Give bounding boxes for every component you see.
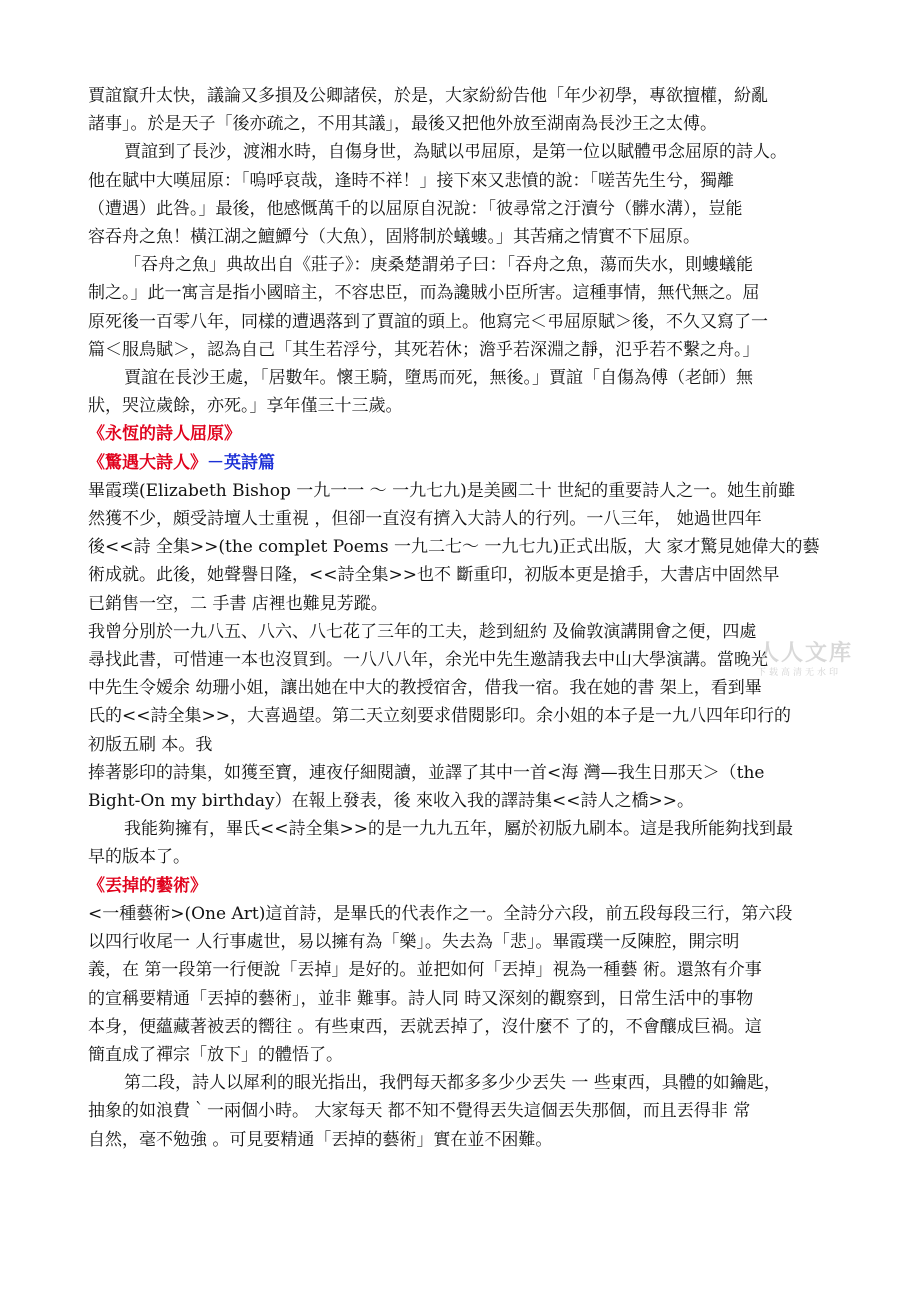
paragraph-line: 我能夠擁有，畢氏<<詩全集>>的是一九九五年，屬於初版九刷本。這是我所能夠找到最 xyxy=(124,819,793,840)
paragraph-line: 賈誼到了長沙，渡湘水時，自傷身世，為賦以弔屈原，是第一位以賦體弔念屈原的詩人。 xyxy=(124,142,787,163)
paragraph-line: 簡直成了禪宗「放下」的體悟了。 xyxy=(88,1044,343,1065)
paragraph-line: 中先生令嫒余 幼珊小姐，讓出她在中大的教授宿舍，借我一宿。我在她的書 架上，看到畢 xyxy=(88,678,762,699)
paragraph-line: 抽象的如浪費｀一兩個小時。 大家每天 都不知不覺得丟失這個丟失那個，而且丟得非 常 xyxy=(88,1101,751,1122)
paragraph-line: 氏的<<詩全集>>，大喜過望。第二天立刻要求借閱影印。余小姐的本子是一九八四年印行的 xyxy=(88,706,791,727)
paragraph-line: 然獲不少，頗受詩壇人士重視 ，但卻一直沒有擠入大詩人的行列。一八三年， 她過世四年 xyxy=(88,509,762,530)
paragraph-line: 的宣稱要精通「丟掉的藝術」，並非 難事。詩人同 時又深刻的觀察到，日常生活中的事物 xyxy=(88,988,754,1009)
paragraph-line: Bight-On my birthday）在報上發表，後 來收入我的譯詩集<<詩人之橋>>。 xyxy=(88,791,694,812)
section-heading-encounter-title: 《驚遇大詩人》 xyxy=(88,452,207,473)
watermark-main-text: 人人文库 xyxy=(757,641,854,666)
paragraph-line: 賈誼竄升太快，議論又多損及公卿諸侯，於是，大家紛紛告他「年少初學，專欲擅權，紛亂 xyxy=(88,86,768,106)
paragraph-line: 篇＜服鳥賦＞，認為自己「其生若浮兮，其死若休；澹乎若深淵之靜，氾乎若不繫之舟。」 xyxy=(88,339,760,360)
paragraph-line: 以四行收尾一 人行事處世，易以擁有為「樂」。失去為「悲」。畢霞璞一反陳腔，開宗明 xyxy=(88,932,740,953)
paragraph-line: 後<<詩 全集>>(the complet Poems 一九二七～ 一九七九)正式出版，大 家才驚見她偉大的藝 xyxy=(88,537,820,558)
paragraph-line: 第二段，詩人以犀利的眼光指出，我們每天都多多少少丟失 一 些東西，具體的如鑰匙， xyxy=(124,1073,781,1094)
watermark-sub-text: 下载高清无水印 xyxy=(757,668,842,678)
section-heading-encounter xyxy=(88,449,848,477)
paragraph-line: 捧著影印的詩集，如獲至寶，連夜仔細閱讀，並譯了其中一首<海 灣—我生日那天＞（the xyxy=(88,762,765,783)
paragraph-line: 原死後一百零八年，同樣的遭遇落到了賈誼的頭上。他寫完＜弔屈原賦＞後，不久又寫了一 xyxy=(88,311,768,332)
document-body xyxy=(88,82,848,1154)
paragraph-line: 「吞舟之魚」典故出自《莊子》：庚桑楚謂弟子曰：「吞舟之魚，蕩而失水，則螻蟻能 xyxy=(124,255,753,276)
paragraph-line: 制之。」此一寓言是指小國暗主，不容忠臣，而為讒賊小臣所害。這種事情，無代無之。屈 xyxy=(88,283,760,304)
paragraph-line: 狀，哭泣歲餘，亦死。」享年僅三十三歲。 xyxy=(88,396,403,417)
paragraph-line: 諸事」。於是天子「後亦疏之，不用其議」，最後又把他外放至湖南為長沙王之太傅。 xyxy=(88,114,717,135)
section-heading-art-of-losing: 《丟掉的藝術》 xyxy=(88,875,207,896)
paragraph-line: 已銷售一空，二 手書 店裡也難見芳蹤。 xyxy=(88,593,388,614)
paragraph-line: 本身，便蘊藏著被丟的嚮往 。有些東西，丟就丟掉了，沒什麼不 了的，不會釀成巨禍。這 xyxy=(88,1016,762,1037)
paragraph-line: （遭遇）此咎。」最後，他感慨萬千的以屈原自況說：「彼尋常之汙瀆兮（髒水溝），豈能 xyxy=(88,198,743,219)
paragraph-line: 初版五刷 本。我 xyxy=(88,734,213,755)
paragraph-line: 自然，毫不勉強 。可見要精通「丟掉的藝術」實在並不困難。 xyxy=(88,1129,553,1150)
paragraph-line: 早的版本了。 xyxy=(88,847,190,868)
section-heading-eternal-poet: 《永恆的詩人屈原》 xyxy=(88,424,241,445)
paragraph-line: 他在賦中大嘆屈原：「嗚呼哀哉，逢時不祥！」接下來又悲憤的說：「嗟苦先生兮，獨離 xyxy=(88,170,734,191)
paragraph-line: 容吞舟之魚！橫江湖之鱣鱏兮（大魚），固將制於蟻螻。」其苦痛之情實不下屈原。 xyxy=(88,227,700,248)
section-heading-english-poems: －英詩篇 xyxy=(207,452,275,473)
paragraph-line: 畢霞璞(Elizabeth Bishop 一九一一 ～ 一九七九)是美國二十 世紀的重要詩人之一。她生前雖 xyxy=(88,480,796,501)
paragraph-line: 我曾分別於一九八五、八六、八七花了三年的工夫，趁到紐約 及倫敦演講開會之便，四處 xyxy=(88,621,757,642)
paragraph-line: <一種藝術>(One Art)這首詩，是畢氏的代表作之一。全詩分六段，前五段每段三行，第六段 xyxy=(88,903,793,924)
paragraph-line: 尋找此書，可惜連一本也沒買到。一八八八年，余光中先生邀請我去中山大學演講。當晚光 xyxy=(88,650,768,671)
paragraph-line: 賈誼在長沙王處，「居數年。懷王騎，墮馬而死，無後。」賈誼「自傷為傅（老師）無 xyxy=(124,368,753,389)
paragraph-line: 義，在 第一段第一行便說「丟掉」是好的。並把如何「丟掉」視為一種藝 術。還煞有介事 xyxy=(88,960,762,981)
paragraph-line: 術成就。此後，她聲譽日隆，<<詩全集>>也不 斷重印，初版本更是搶手，大書店中固然早 xyxy=(88,565,780,586)
